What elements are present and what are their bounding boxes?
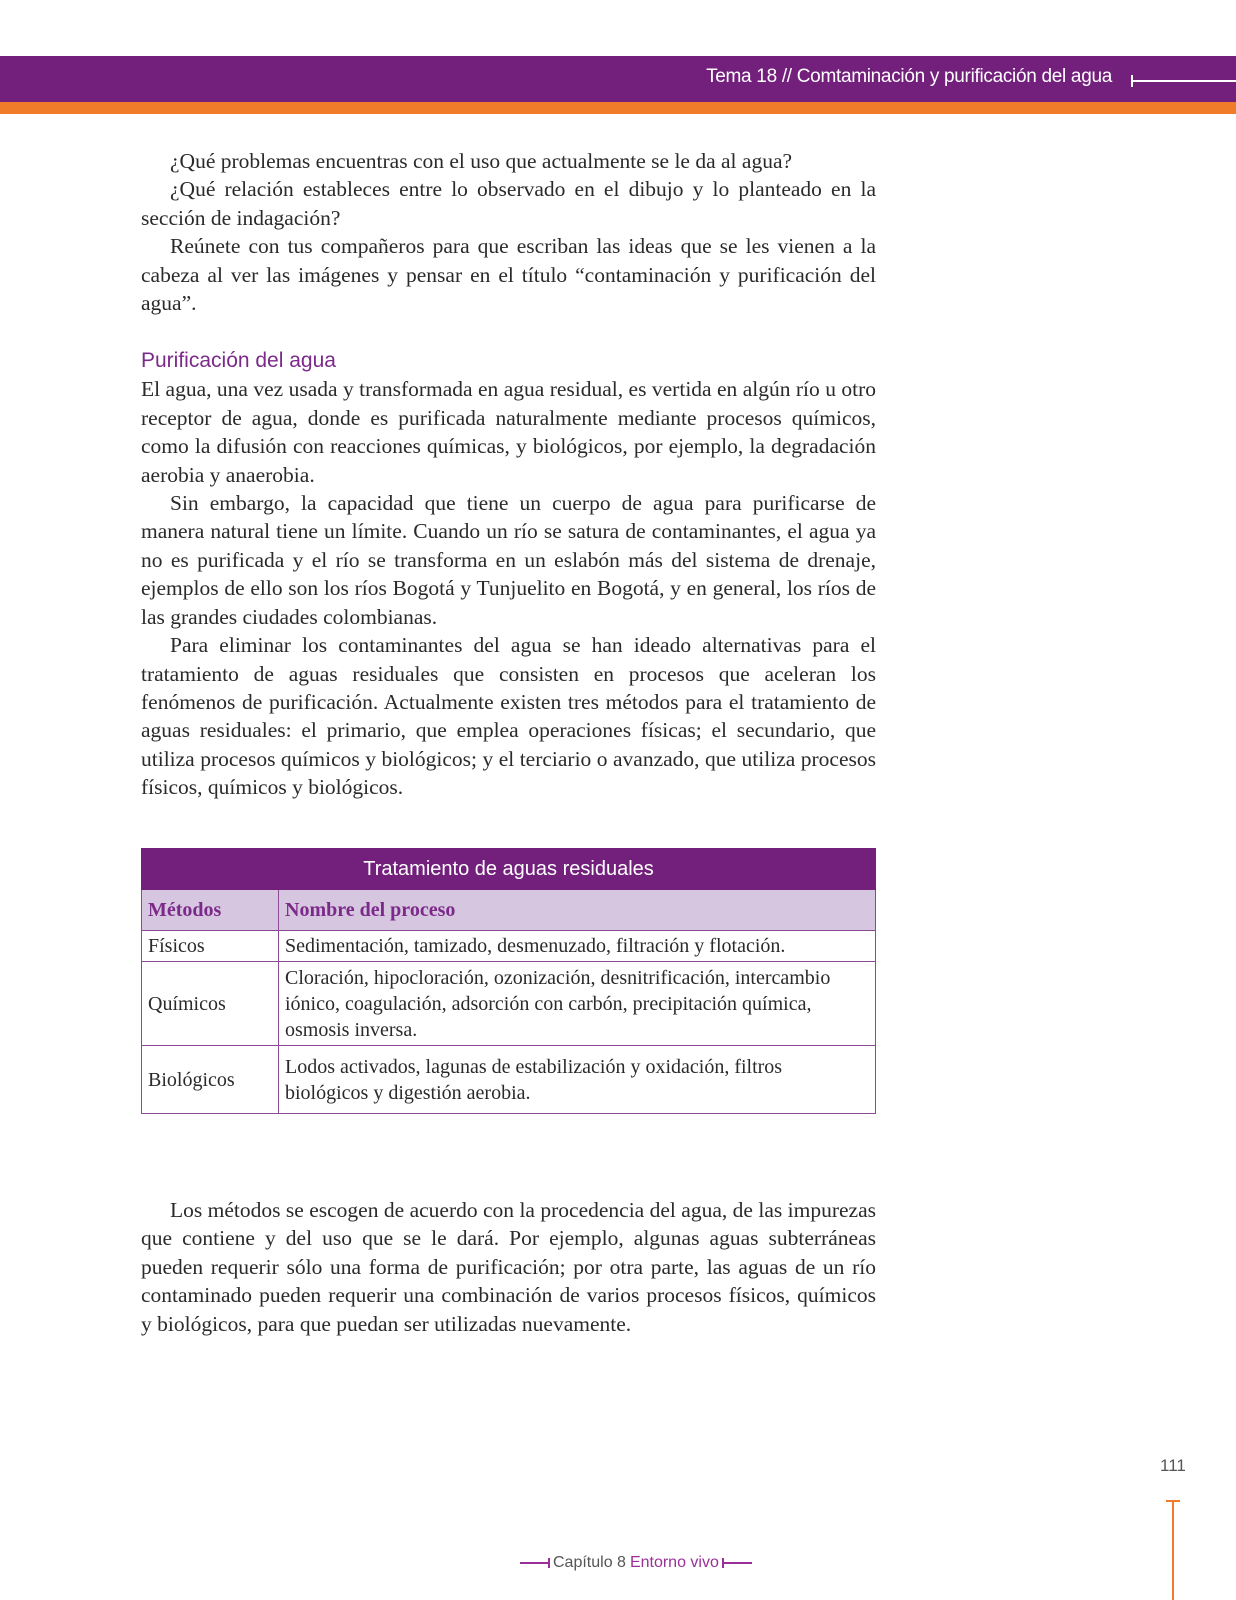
column-header-process: Nombre del proceso	[279, 890, 876, 931]
intro-instruction: Reúnete con tus compañeros para que escriban las ideas que se les vienen a la cabeza al ver las imágenes y pensar en el título “contaminación y purificación del agua”.	[141, 234, 876, 316]
chapter-footer	[520, 1553, 752, 1573]
table-header-row	[142, 890, 876, 931]
table-row	[142, 1046, 876, 1114]
method-cell: Químicos	[142, 962, 279, 1046]
main-content	[141, 147, 876, 802]
table-caption: Tratamiento de aguas residuales	[142, 849, 876, 890]
header-line-decoration	[1132, 80, 1236, 82]
closing-text	[141, 1196, 876, 1338]
treatment-table	[141, 848, 876, 1114]
header-accent-stripe	[0, 102, 1236, 114]
section-heading: Purificación del agua	[141, 349, 336, 373]
chapter-name: Entorno vivo	[629, 1554, 719, 1571]
method-cell: Biológicos	[142, 1046, 279, 1114]
closing-paragraph: Los métodos se escogen de acuerdo con la procedencia del agua, de las impurezas que contiene y del uso que se le dará. Por ejemplo, algunas aguas subterráneas pueden requerir sólo una forma de purificación; por otra parte, las aguas de un río contaminado pueden requerir una combinación de varios procesos físicos, químicos y biológicos, para que puedan ser utilizadas nuevamente.	[141, 1198, 876, 1336]
page-number: 111	[1160, 1456, 1186, 1475]
topic-title: Tema 18 // Comtaminación y purificación del agua	[706, 66, 1112, 87]
margin-line-decoration	[1172, 1500, 1174, 1600]
intro-question-1: ¿Qué problemas encuentras con el uso que actualmente se le da al agua?	[170, 149, 793, 173]
footer-right-decoration	[722, 1562, 752, 1564]
section-paragraph: El agua, una vez usada y transformada en agua residual, es vertida en algún río u otro receptor de agua, donde es purificada naturalmente mediante procesos químicos, como la difusión con reacciones químicas, y biológicos, por ejemplo, la degradación aerobia y anaerobia.	[141, 377, 876, 487]
chapter-label: Capítulo 8	[553, 1554, 626, 1571]
intro-question-2: ¿Qué relación estableces entre lo observado en el dibujo y lo planteado en la sección de indagación?	[141, 177, 876, 230]
method-cell: Físicos	[142, 931, 279, 962]
process-cell: Cloración, hipocloración, ozonización, desnitrificación, intercambio iónico, coagulación, adsorción con carbón, precipitación química, osmosis inversa.	[279, 962, 876, 1046]
process-cell: Lodos activados, lagunas de estabilización y oxidación, filtros biológicos y digestión aerobia.	[279, 1046, 876, 1114]
table-row	[142, 962, 876, 1046]
treatment-table-wrapper	[141, 848, 876, 1114]
table-row	[142, 931, 876, 962]
section-paragraph: Para eliminar los contaminantes del agua se han ideado alternativas para el tratamiento de aguas residuales que consisten en procesos que aceleran los fenómenos de purificación. Actualmente existen tres métodos para el tratamiento de aguas residuales: el primario, que emplea operaciones físicas; el secundario, que utiliza procesos químicos y biológicos; y el terciario o avanzado, que utiliza procesos físicos, químicos y biológicos.	[141, 633, 876, 800]
process-cell: Sedimentación, tamizado, desmenuzado, filtración y flotación.	[279, 931, 876, 962]
section-paragraph: Sin embargo, la capacidad que tiene un cuerpo de agua para purificarse de manera natural tiene un límite. Cuando un río se satura de contaminantes, el agua ya no es purificada y el río se transforma en un eslabón más del sistema de drenaje, ejemplos de ello son los ríos Bogotá y Tunjuelito en Bogotá, y en general, los ríos de las grandes ciudades colombianas.	[141, 491, 876, 629]
footer-left-decoration	[520, 1562, 550, 1564]
column-header-methods: Métodos	[142, 890, 279, 931]
